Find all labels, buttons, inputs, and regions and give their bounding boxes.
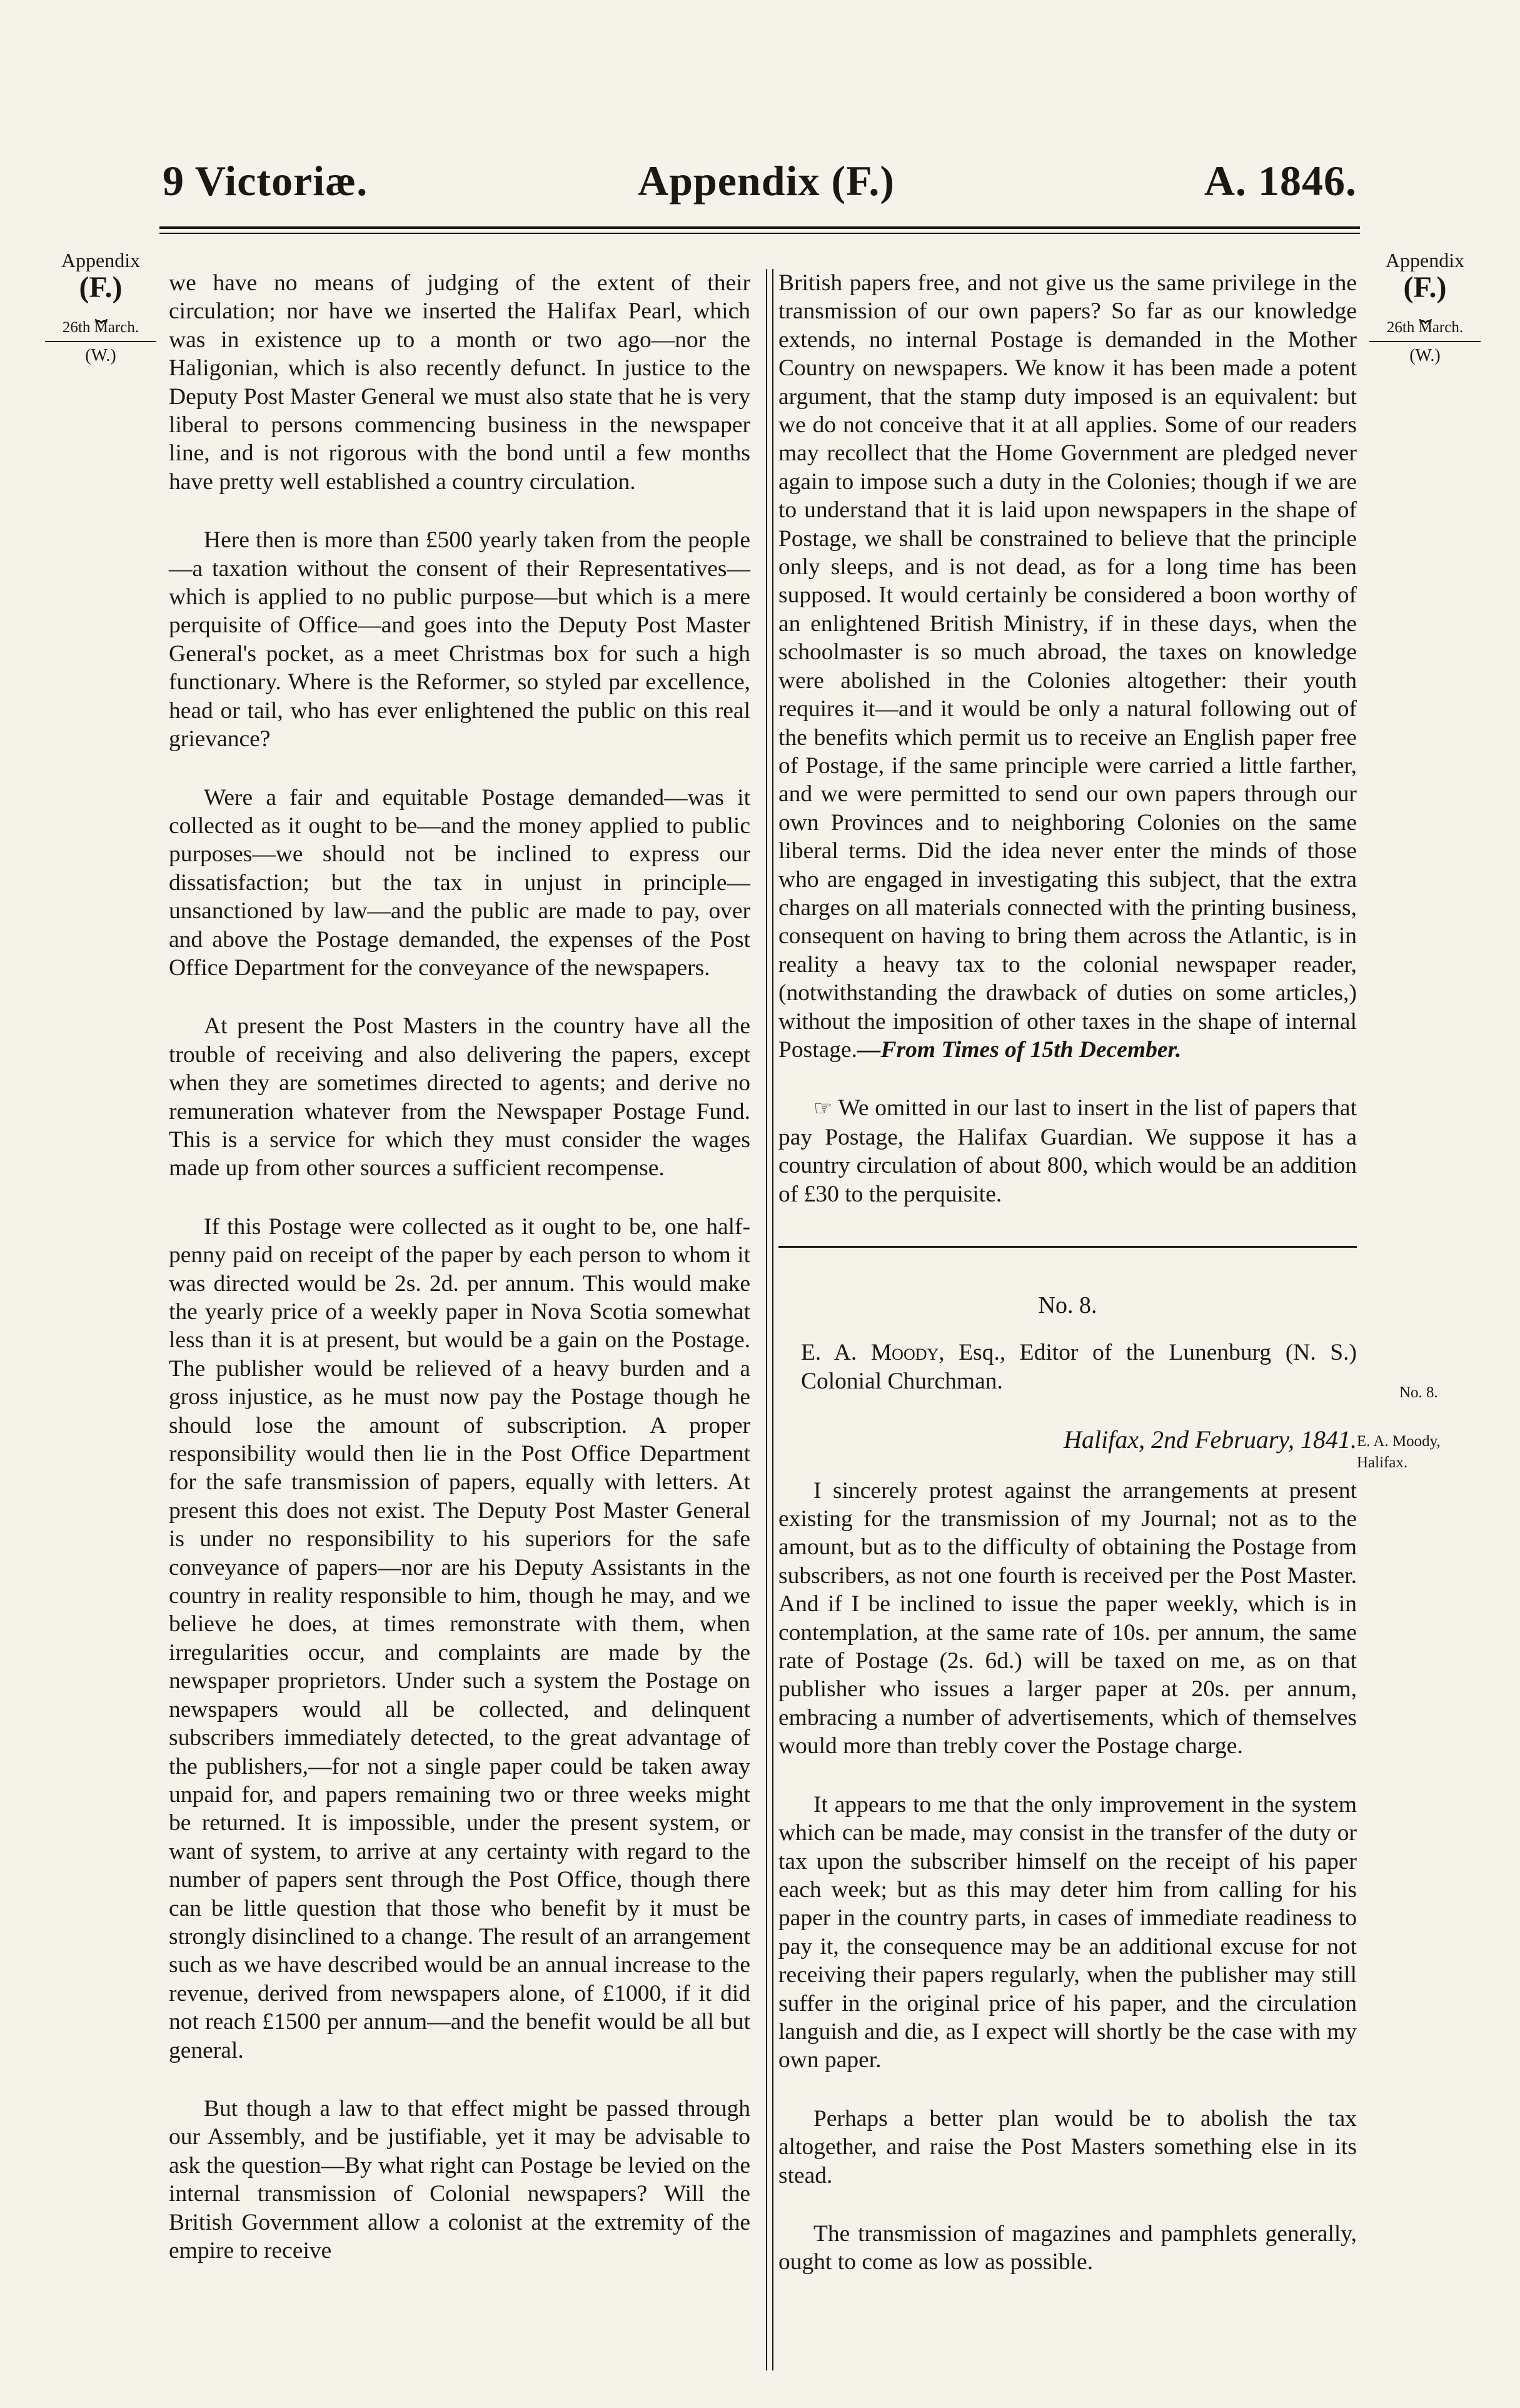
- paragraph: It appears to me that the only improvement in the system which can be made, may consist in the transfer of the duty or tax upon the subscriber himself on the receipt of his paper each week; but as this may deter him from calling for his paper in the country parts, in cases of immediate readiness to pay it, the consequence may be an additional excuse for not receiving their papers regularly, when the publisher may still suffer in the original price of his paper, and the circulation languish and die, as I expect will shortly be the case with my own paper.: [778, 1791, 1357, 2073]
- paragraph: Here then is more than £500 yearly taken from the people—a taxation without the consent of their Representatives—which is applied to no public purpose—but which is a mere perquisite of Office—and goes into the Deputy Post Master General's pocket, as a meet Christmas box for such a high functionary. Where is the Reformer, so styled par excellence, head or tail, who has ever enlightened the public on this real grievance?: [169, 527, 750, 752]
- header-rule-thin: [159, 233, 1360, 234]
- column-separator: [766, 269, 773, 2370]
- left-column: [169, 269, 750, 2295]
- paragraph: we have no means of judging of the extent of their circulation; nor have we inserted the Halifax Pearl, which was in existence up to a month or two ago—nor the Haligonian, which is also recently defunct. In justice to the Deputy Post Master General we must also state that he is very liberal to persons commencing business in the newspaper line, and is not rigorous with the bond until a few months have pretty well established a country circulation.: [169, 270, 750, 495]
- header-rule-thick: [159, 226, 1360, 229]
- header-volume: 9 Victoriæ.: [163, 157, 368, 205]
- margin-w-label: (W.): [1409, 346, 1441, 365]
- header-appendix: Appendix (F.): [638, 157, 895, 205]
- article-source: —From Times of 15th December.: [857, 1036, 1182, 1063]
- paragraph: Were a fair and equitable Postage demanded—was it collected as it ought to be—and the money applied to public purposes—we should not be inclined to express our dissatisfaction; but the tax in unjust in principle—unsanctioned by law—and the public are made to pay, over and above the Postage demanded, the expenses of the Post Office Department for the conveyance of the newspapers.: [169, 784, 750, 981]
- paragraph: If this Postage were collected as it ought to be, one half-penny paid on receipt of the paper by each person to whom it was directed would be 2s. 2d. per annum. This would make the yearly price of a weekly paper in Nova Scotia somewhat less than it is at present, but would be a gain on the Postage. The publisher would be relieved of a heavy burden and a gross injustice, as he must now pay the Postage though he should lose the amount of subscription. A proper responsibility would then lie in the Post Office Department for the safe transmission of papers, equally with letters. At present this does not exist. The Deputy Post Master General is under no responsibility to his superiors for the safe conveyance of papers—nor are his Deputy Assistants in the country in reality responsible to him, though he may, and we believe he does, at times remonstrate with them, when irregularities occur, and complaints are made by the newspaper proprietors. Under such a system the Postage on newspapers would all be collected, and delinquent subscribers immediately detected, to the great advantage of the publishers,—for not a single paper could be taken away unpaid for, and papers remaining two or three weeks might be returned. It is impossible, under the present system, or want of system, to arrive at any certainty with regard to the number of papers sent through the Post Office, though there can be little question that those who benefit by it must be strongly disinclined to a change. The result of an arrangement such as we have described would be an annual increase to the revenue, derived from newspapers alone, of £1000, if it did not reach £1500 per annum—and the benefit would be all but general.: [169, 1213, 750, 2063]
- paragraph: [778, 269, 1357, 1064]
- section-rule: [778, 1246, 1357, 1248]
- margin-w-label: (W.): [85, 346, 116, 365]
- side-note-moody-name: E. A. Moody,: [1357, 1433, 1441, 1450]
- paragraph: I sincerely protest against the arrangements at present existing for the transmission of my Journal; not as to the amount, but as to the difficulty of obtaining the Postage from subscribers, as not one fourth is received per the Post Master. And if I be inclined to issue the paper weekly, which is in contemplation, at the same rate of 10s. per annum, the same rate of Postage (2s. 6d.) will be taxed on me, as on that publisher who issues a larger paper at 20s. per annum, embracing a number of advertisements, which of themselves would more than trebly cover the Postage charge.: [778, 1477, 1357, 1759]
- right-column: [778, 269, 1357, 2307]
- addressee-name: E. A. Moody: [801, 1340, 939, 1366]
- margin-f-label: (F.): [1403, 271, 1447, 304]
- margin-brace: ⏟: [94, 299, 107, 322]
- letter-dateline: Halifax, 2nd February, 1841.: [1064, 1425, 1357, 1454]
- paragraph: The transmission of magazines and pamphlets generally, ought to come as low as possible.: [778, 2220, 1357, 2275]
- side-note-no8: No. 8.: [1399, 1384, 1438, 1401]
- pointing-hand-icon: ☞: [813, 1097, 833, 1121]
- margin-divider: [45, 341, 156, 342]
- margin-divider: [1369, 341, 1481, 342]
- right-margin-note: [1369, 249, 1481, 366]
- article-continuation: British papers free, and not give us the same privilege in the transmission of our own papers? So far as our knowledge extends, no internal Postage is demanded in the Mother Country on newspapers. We know it has been made a potent argument, that the stamp duty imposed is an equivalent: but we do not conceive that it at all applies. Some of our readers may recollect that the Home Government are pledged never again to impose such a duty in the Colonies; though if we are to understand that it is laid upon newspapers in the shape of Postage, we shall be constrained to believe that the principle only sleeps, and is not dead, as for a long time has been supposed. It would certainly be considered a boon worthy of an enlightened British Ministry, if in these days, when the schoolmaster is so much abroad, the taxes on knowledge were abolished in the Colonies altogether: their youth requires it—and it would be only a natural following out of the benefits which permit us to receive an English paper free of Postage, if the same principle were carried a little farther, and we were permitted to send our own papers through our own Provinces and to neighboring Colonies on the same liberal terms. Did the idea never enter the minds of those who are engaged in investigating this subject, that the extra charges on all materials connected with the printing business, consequent on having to bring them across the Atlantic, is in reality a heavy tax to the colonial newspaper reader, (notwithstanding the drawback of duties on some articles,) without the imposition of other taxes in the shape of internal Postage.: [778, 270, 1357, 1063]
- page-header: [163, 156, 1357, 213]
- paragraph: But though a law to that effect might be passed through our Assembly, and be justifiable, yet it may be advisable to ask the question—By what right can Postage be levied on the internal transmission of Colonial newspapers? Will the British Government allow a colonist at the extremity of the empire to receive: [169, 2095, 750, 2264]
- header-year: A. 1846.: [1204, 157, 1357, 205]
- margin-date: 26th March.: [62, 319, 139, 336]
- margin-appendix-label: Appendix: [61, 249, 141, 271]
- paragraph: [778, 1094, 1357, 1208]
- margin-f-label: (F.): [79, 271, 123, 304]
- addressee-title: , Esq., Editor of the Lunenburg (N. S.) Colonial Churchman.: [801, 1340, 1357, 1394]
- left-margin-note: [45, 249, 156, 366]
- letter-number: No. 8.: [1038, 1292, 1097, 1318]
- paragraph: Perhaps a better plan would be to abolish the tax altogether, and raise the Post Masters something else in its stead.: [778, 2105, 1357, 2188]
- margin-brace: ⏟: [1419, 299, 1431, 322]
- side-note-moody: [1357, 1431, 1441, 1474]
- paragraph: At present the Post Masters in the country have all the trouble of receiving and also delivering the papers, except when they are sometimes directed to agents; and derive no remuneration whatever from the Newspaper Postage Fund. This is a service for which they must consider the wages made up from other sources a sufficient recompense.: [169, 1013, 750, 1181]
- letter-addressee: [778, 1338, 1357, 1395]
- margin-appendix-label: Appendix: [1385, 249, 1465, 271]
- side-note-moody-place: Halifax.: [1357, 1454, 1408, 1471]
- margin-date: 26th March.: [1386, 319, 1464, 336]
- editorial-note: We omitted in our last to insert in the list of papers that pay Postage, the Halifax Guardian. We suppose it has a country circulation of about 800, which would be an addition of £30 to the perquisite.: [778, 1095, 1357, 1207]
